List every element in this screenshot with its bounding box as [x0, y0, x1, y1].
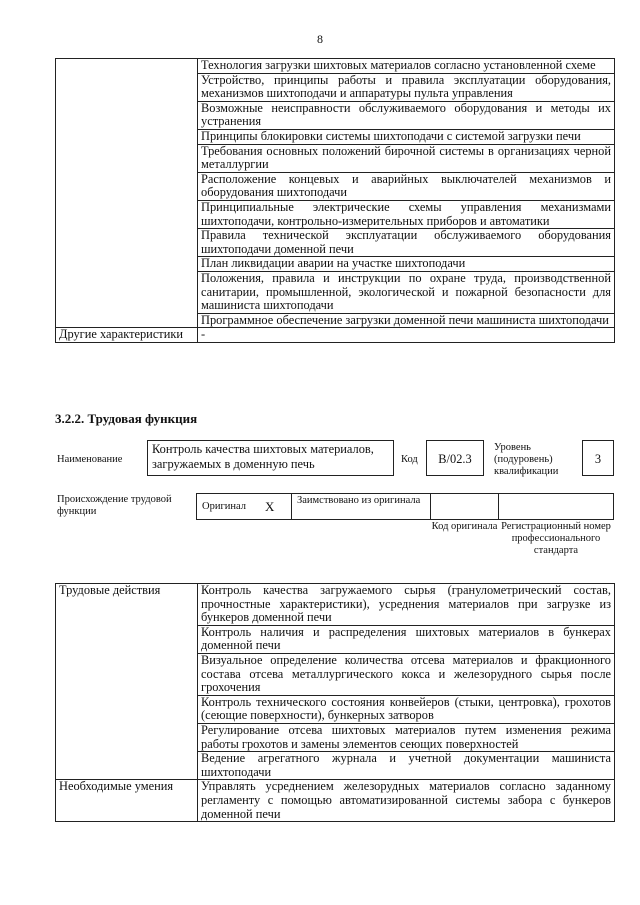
table-row	[56, 584, 615, 626]
function-code-label: Код	[401, 454, 418, 465]
labor-action-item: Контроль технического состояния конвейеров (стыки, центровка), грохотов (сеющие поверхности), бункерных затворов	[198, 695, 615, 723]
required-skills-label: Необходимые умения	[56, 780, 198, 822]
labor-action-item: Ведение агрегатного журнала и учетной документации машиниста шихтоподачи	[198, 752, 615, 780]
origin-reg-number-caption: Регистрационный номер профессионального стандарта	[501, 521, 611, 556]
qualification-level-value: 3	[582, 440, 614, 476]
knowledge-item: Технология загрузки шихтовых материалов согласно установленной схеме	[198, 59, 615, 74]
empty-label-cell	[56, 59, 198, 328]
other-characteristics-label: Другие характеристики	[56, 328, 198, 343]
knowledge-item: Правила технической эксплуатации обслуживаемого оборудования шихтоподачи доменной печи	[198, 229, 615, 257]
labor-action-item: Контроль качества загружаемого сырья (гранулометрический состав, прочностные характеристики), усреднения материалов при загрузке из бункеров доменной печи	[198, 584, 615, 626]
knowledge-item: Программное обеспечение загрузки доменной печи машиниста шихтоподачи	[198, 313, 615, 328]
labor-action-item: Визуальное определение количества отсева материалов и фракционного состава отсева металлургического кокса и железорудного сырья после грохочения	[198, 653, 615, 695]
origin-borrowed-cell	[291, 493, 431, 520]
function-name-value: Контроль качества шихтовых материалов, загружаемых в доменную печь	[147, 440, 394, 476]
knowledge-item: Возможные неисправности обслуживаемого оборудования и методы их устранения	[198, 101, 615, 129]
origin-label: Происхождение трудовой функции	[57, 494, 172, 517]
origin-original-cell	[196, 493, 292, 520]
origin-code-caption: Код оригинала	[431, 521, 498, 532]
required-skill-item: Управлять усреднением железорудных материалов согласно заданному регламенту с помощью автоматизированной системы забора с бункеров доменной печи	[198, 780, 615, 822]
function-name-label: Наименование	[57, 454, 123, 465]
knowledge-table	[55, 58, 615, 343]
labor-action-item: Контроль наличия и распределения шихтовых материалов в бункерах доменной печи	[198, 625, 615, 653]
table-row	[56, 328, 615, 343]
section-title: 3.2.2. Трудовая функция	[55, 411, 198, 426]
labor-actions-label: Трудовые действия	[56, 584, 198, 780]
origin-original-mark: X	[265, 499, 275, 514]
knowledge-item: Расположение концевых и аварийных выключателей механизмов и оборудования шихтоподачи	[198, 172, 615, 200]
labor-action-item: Регулирование отсева шихтовых материалов путем изменения режима работы грохотов и замены элементов сеющих поверхностей	[198, 723, 615, 751]
qualification-level-label: Уровень (подуровень) квалификации	[494, 442, 559, 477]
other-characteristics-value: -	[198, 328, 615, 343]
origin-code-cell	[430, 493, 499, 520]
knowledge-item: Устройство, принципы работы и правила эксплуатации оборудования, механизмов шихтоподачи и аппаратуры пульта управления	[198, 73, 615, 101]
origin-original-label: Оригинал	[202, 501, 246, 512]
knowledge-item: Положения, правила и инструкции по охране труда, производственной санитарии, промышленной, экологической и пожарной безопасности для машиниста шихтоподачи	[198, 271, 615, 313]
origin-reg-number-cell	[498, 493, 614, 520]
labor-function-table	[55, 583, 615, 822]
function-code-value: B/02.3	[426, 440, 484, 476]
knowledge-item: Принципиальные электрические схемы управления механизмами шихтоподачи, контрольно-измерительных приборов и автоматики	[198, 200, 615, 228]
origin-borrowed-label: Заимствовано из оригинала	[297, 495, 421, 506]
knowledge-item: Принципы блокировки системы шихтоподачи с системой загрузки печи	[198, 129, 615, 144]
table-row	[56, 780, 615, 822]
table-row	[56, 59, 615, 74]
knowledge-item: План ликвидации аварии на участке шихтоподачи	[198, 257, 615, 272]
knowledge-item: Требования основных положений бирочной системы в организациях черной металлургии	[198, 144, 615, 172]
page-number: 8	[317, 32, 323, 46]
